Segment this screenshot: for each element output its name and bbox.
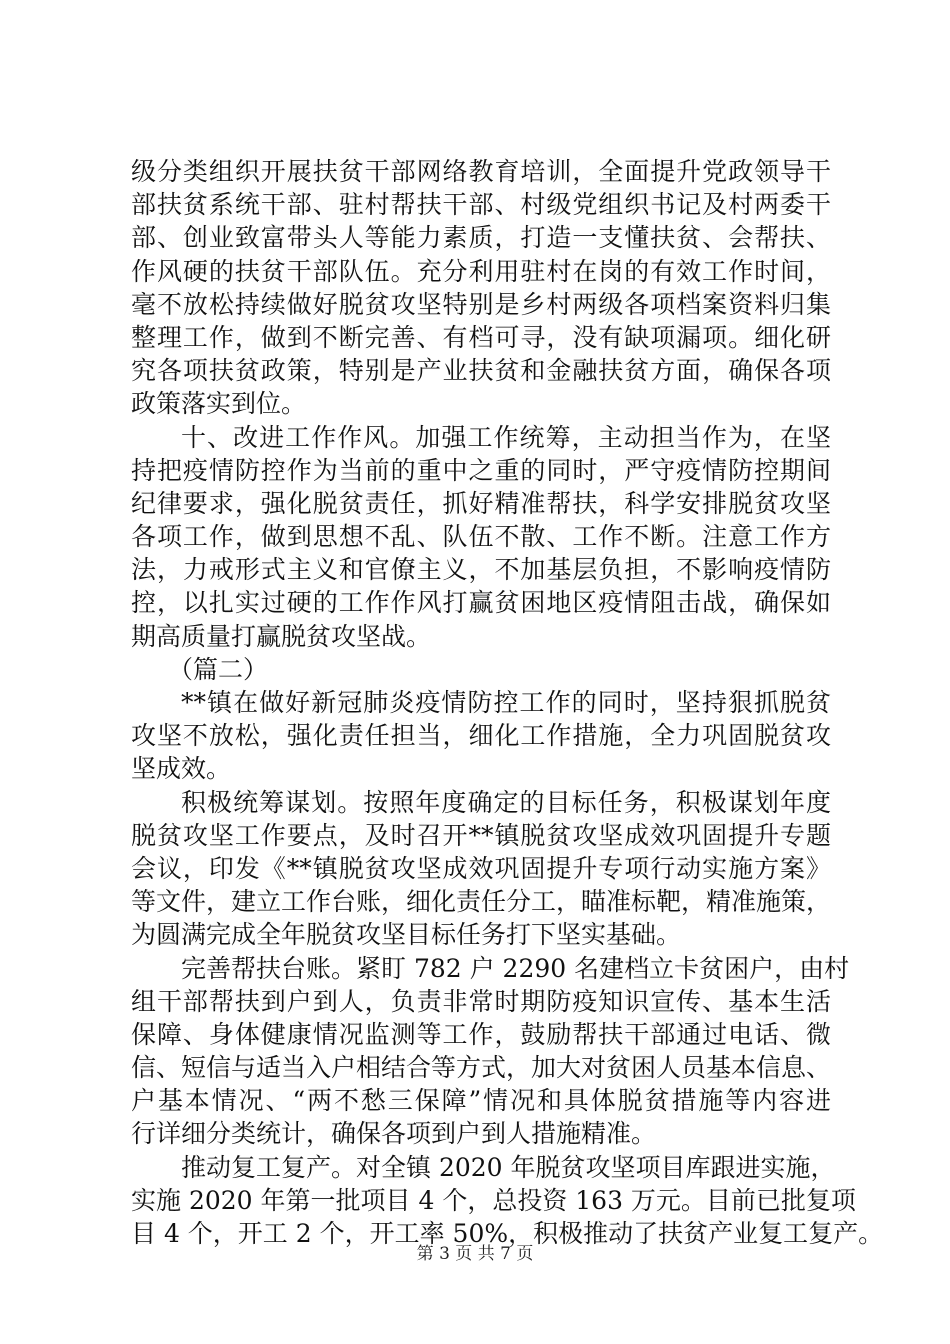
text-line: 部扶贫系统干部、驻村帮扶干部、村级党组织书记及村两委干 <box>131 190 831 220</box>
paragraph-assistance-ledger <box>131 952 850 1151</box>
text-line: 行详细分类统计，确保各项到户到人措施精准。 <box>131 1119 657 1149</box>
text-line: 脱贫攻坚工作要点，及时召开**镇脱贫攻坚成效巩固提升专题 <box>131 820 831 850</box>
paragraph-work-style <box>131 421 831 653</box>
text-line: 究各项扶贫政策，特别是产业扶贫和金融扶贫方面，确保各项 <box>131 356 831 386</box>
text-line: 保障、身体健康情况监测等工作，鼓励帮扶干部通过电话、微 <box>131 1019 831 1049</box>
paragraph-continuation <box>131 155 831 421</box>
text-line: 攻坚不放松，强化责任担当，细化工作措施，全力巩固脱贫攻 <box>131 721 831 751</box>
text-line: 为圆满完成全年脱贫攻坚目标任务打下坚实基础。 <box>131 920 682 950</box>
text-line: **镇在做好新冠肺炎疫情防控工作的同时，坚持狠抓脱贫 <box>181 688 831 717</box>
text-line: 法，力戒形式主义和官僚主义，不加基层负担，不影响疫情防 <box>131 555 831 585</box>
page-footer <box>0 1243 950 1265</box>
text-line: 完善帮扶台账。紧盯 782 户 2290 名建档立卡贫困户，由村 <box>181 953 850 983</box>
document-body <box>131 155 884 1250</box>
text-line: 组干部帮扶到户到人，负责非常时期防疫知识宣传、基本生活 <box>131 986 831 1016</box>
text-line: 控，以扎实过硬的工作作风打赢贫困地区疫情阻击战，确保如 <box>131 588 831 618</box>
text-line: 持把疫情防控作为当前的重中之重的同时，严守疫情防控期间 <box>131 455 831 485</box>
text-line: 作风硬的扶贫干部队伍。充分利用驻村在岗的有效工作时间， <box>131 256 831 286</box>
text-line: 等文件，建立工作台账，细化责任分工，瞄准标靶，精准施策， <box>131 887 832 917</box>
text-line: 政策落实到位。 <box>131 389 307 419</box>
text-line: 目 4 个，开工 2 个，开工率 50%，积极推动了扶贫产业复工复产。 <box>131 1219 884 1248</box>
text-line: 期高质量打赢脱贫攻坚战。 <box>131 621 432 651</box>
text-line: 纪律要求，强化脱贫责任，抓好精准帮扶，科学安排脱贫攻坚 <box>131 488 831 518</box>
paragraph-planning <box>131 786 831 952</box>
text-line: 信、短信与适当入户相结合等方式，加大对贫困人员基本信息、 <box>131 1053 832 1083</box>
text-line: 毫不放松持续做好脱贫攻坚特别是乡村两级各项档案资料归集 <box>131 289 831 319</box>
section-heading-text: （篇二） <box>168 654 269 684</box>
text-line: 实施 2020 年第一批项目 4 个，总投资 163 万元。目前已批复项 <box>131 1185 856 1215</box>
text-line: 整理工作，做到不断完善、有档可寻，没有缺项漏项。细化研 <box>131 322 831 352</box>
paragraph-intro <box>131 686 831 786</box>
section-heading <box>131 653 831 686</box>
text-line: 十、改进工作作风。加强工作统筹，主动担当作为，在坚 <box>181 422 831 452</box>
text-line: 推动复工复产。对全镇 2020 年脱贫攻坚项目库跟进实施， <box>181 1152 836 1182</box>
text-line: 积极统筹谋划。按照年度确定的目标任务，积极谋划年度 <box>181 787 831 817</box>
text-line: 部、创业致富带头人等能力素质，打造一支懂扶贫、会帮扶、 <box>131 223 831 253</box>
text-line: 会议，印发《**镇脱贫攻坚成效巩固提升专项行动实施方案》 <box>131 853 831 883</box>
paragraph-resume-work <box>131 1151 884 1251</box>
page-number-label: 第 3 页 共 7 页 <box>416 1244 534 1264</box>
text-line: 级分类组织开展扶贫干部网络教育培训，全面提升党政领导干 <box>131 157 831 186</box>
text-line: 户基本情况、“两不愁三保障”情况和具体脱贫措施等内容进 <box>131 1086 831 1116</box>
text-line: 各项工作，做到思想不乱、队伍不散、工作不断。注意工作方 <box>131 522 831 552</box>
text-line: 坚成效。 <box>131 754 232 784</box>
